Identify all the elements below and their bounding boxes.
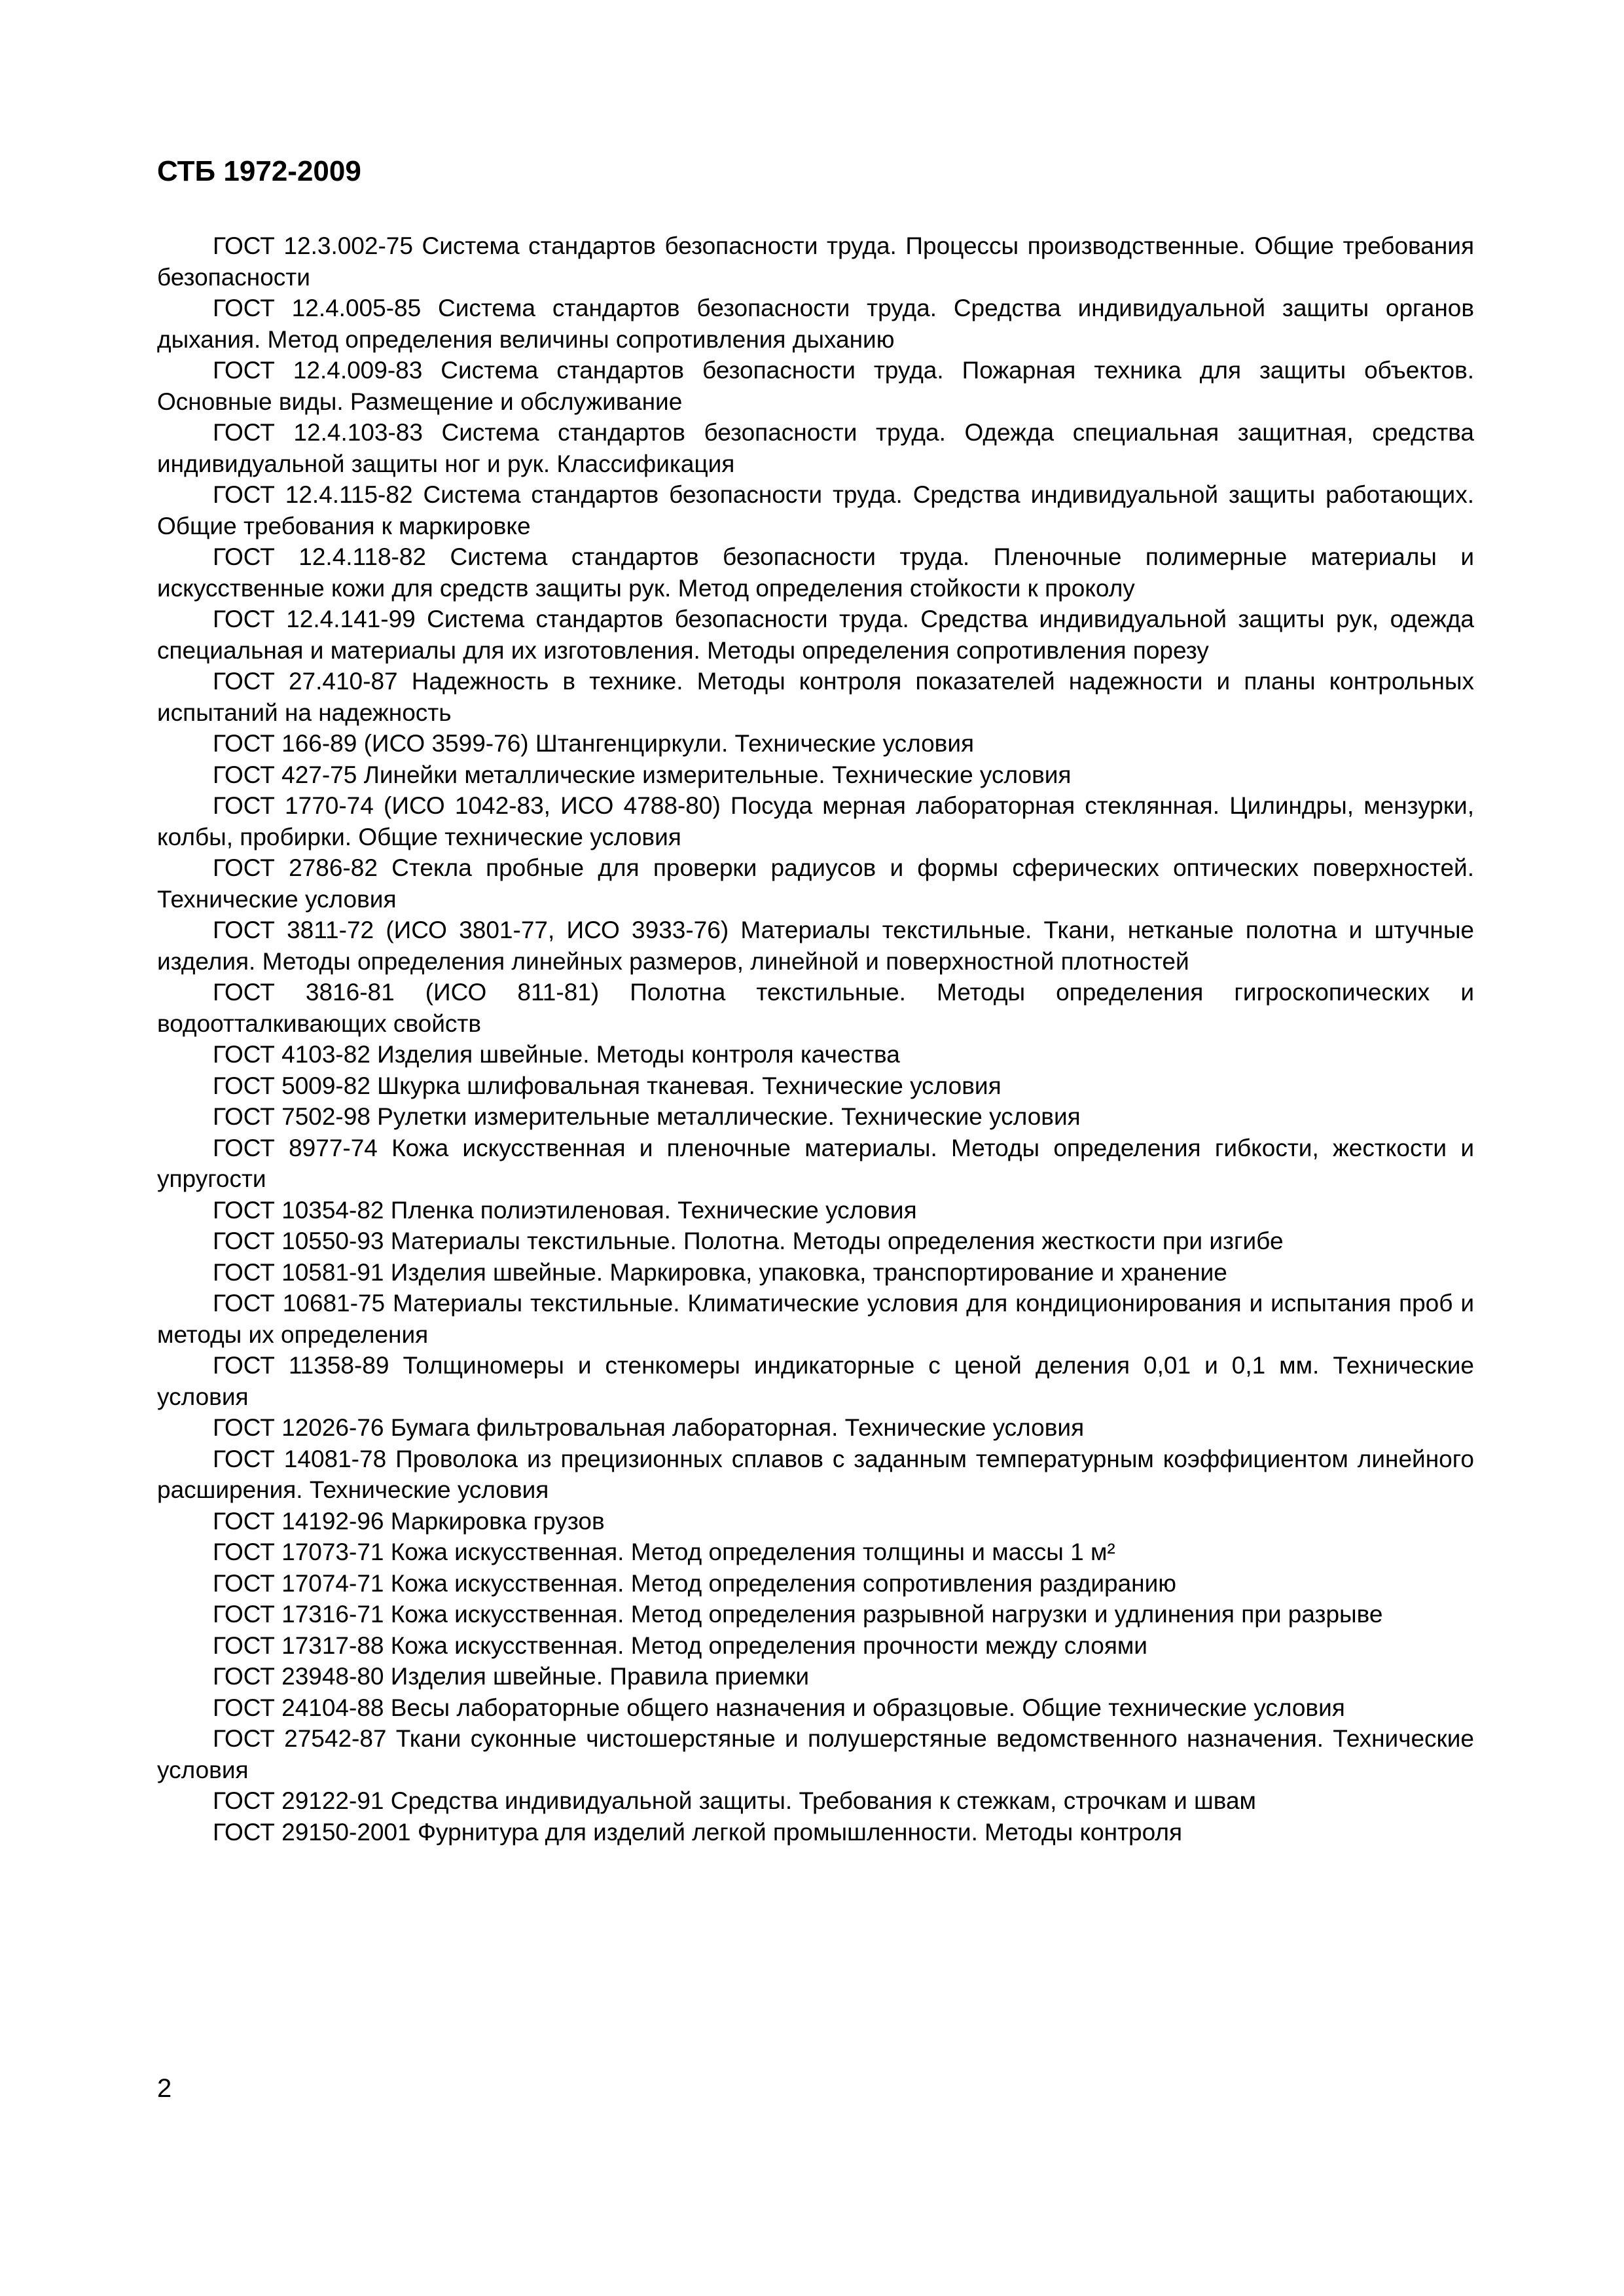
reference-item: ГОСТ 29150-2001 Фурнитура для изделий легкой промышленности. Методы контроля [213, 1818, 1182, 1846]
reference-item: ГОСТ 10354-82 Пленка полиэтиленовая. Технические условия [213, 1196, 917, 1224]
reference-item: ГОСТ 5009-82 Шкурка шлифовальная тканевая. Технические условия [213, 1072, 1001, 1099]
reference-item: ГОСТ 166-89 (ИСО 3599-76) Штангенциркули. Технические условия [213, 730, 975, 757]
document-id: СТБ 1972-2009 [157, 155, 361, 187]
reference-item: ГОСТ 23948-80 Изделия швейные. Правила приемки [213, 1663, 810, 1690]
reference-item: ГОСТ 24104-88 Весы лабораторные общего назначения и образцовые. Общие технические условия [213, 1694, 1345, 1721]
reference-item: ГОСТ 14081-78 Проволока из прецизионных сплавов с заданным температурным коэффициентом линейного расширения. Технические условия [157, 1445, 1474, 1503]
normative-references-list [157, 230, 1474, 1848]
reference-item: ГОСТ 3811-72 (ИСО 3801-77, ИСО 3933-76) Материалы текстильные. Ткани, нетканые полотна и штучные изделия. Методы определения линейных размеров, линейной и поверхностной плотностей [157, 917, 1474, 975]
reference-item: ГОСТ 4103-82 Изделия швейные. Методы контроля качества [213, 1041, 900, 1068]
reference-item: ГОСТ 3816-81 (ИСО 811-81) Полотна текстильные. Методы определения гигроскопических и водоотталкивающих свойств [157, 979, 1474, 1037]
reference-item: ГОСТ 12026-76 Бумага фильтровальная лабораторная. Технические условия [213, 1414, 1085, 1441]
document-header [157, 152, 361, 191]
reference-item: ГОСТ 27542-87 Ткани суконные чистошерстяные и полушерстяные ведомственного назначения. Технические условия [157, 1725, 1474, 1783]
reference-item: ГОСТ 12.3.002-75 Система стандартов безопасности труда. Процессы производственные. Общие требования безопасности [157, 232, 1474, 291]
reference-item: ГОСТ 10550-93 Материалы текстильные. Полотна. Методы определения жесткости при изгибе [213, 1228, 1284, 1254]
reference-item: ГОСТ 8977-74 Кожа искусственная и пленочные материалы. Методы определения гибкости, жесткости и упругости [157, 1134, 1474, 1192]
reference-item: ГОСТ 12.4.009-83 Система стандартов безопасности труда. Пожарная техника для защиты объектов. Основные виды. Размещение и обслуживание [157, 357, 1474, 415]
reference-item: ГОСТ 12.4.141-99 Система стандартов безопасности труда. Средства индивидуальной защиты рук, одежда специальная и материалы для их изготовления. Методы определения сопротивления порезу [157, 606, 1474, 664]
reference-item: ГОСТ 12.4.115-82 Система стандартов безопасности труда. Средства индивидуальной защиты работающих. Общие требования к маркировке [157, 481, 1474, 539]
reference-item: ГОСТ 12.4.103-83 Система стандартов безопасности труда. Одежда специальная защитная, средства индивидуальной защиты ног и рук. Классификация [157, 419, 1474, 477]
reference-item: ГОСТ 27.410-87 Надежность в технике. Методы контроля показателей надежности и планы контрольных испытаний на надежность [157, 668, 1474, 726]
reference-item: ГОСТ 12.4.005-85 Система стандартов безопасности труда. Средства индивидуальной защиты органов дыхания. Метод определения величины сопротивления дыханию [157, 295, 1474, 353]
reference-item: ГОСТ 14192-96 Маркировка грузов [213, 1507, 605, 1535]
reference-item: ГОСТ 2786-82 Стекла пробные для проверки радиусов и формы сферических оптических поверхностей. Технические условия [157, 854, 1474, 913]
reference-item: ГОСТ 10581-91 Изделия швейные. Маркировка, упаковка, транспортирование и хранение [213, 1258, 1227, 1286]
reference-item: ГОСТ 427-75 Линейки металлические измерительные. Технические условия [213, 761, 1072, 788]
reference-item: ГОСТ 7502-98 Рулетки измерительные металлические. Технические условия [213, 1103, 1081, 1130]
reference-item: ГОСТ 12.4.118-82 Система стандартов безопасности труда. Пленочные полимерные материалы и искусственные кожи для средств защиты рук. Метод определения стойкости к проколу [157, 543, 1474, 602]
reference-item: ГОСТ 29122-91 Средства индивидуальной защиты. Требования к стежкам, строчкам и швам [213, 1787, 1256, 1814]
page-number: 2 [157, 2074, 172, 2103]
reference-item: ГОСТ 17317-88 Кожа искусственная. Метод определения прочности между слоями [213, 1631, 1147, 1659]
reference-item: ГОСТ 10681-75 Материалы текстильные. Климатические условия для кондиционирования и испытания проб и методы их определения [157, 1290, 1474, 1348]
reference-item: ГОСТ 17073-71 Кожа искусственная. Метод определения толщины и массы 1 м² [213, 1539, 1115, 1565]
reference-item: ГОСТ 17316-71 Кожа искусственная. Метод определения разрывной нагрузки и удлинения при разрыве [213, 1601, 1383, 1628]
reference-item: ГОСТ 11358-89 Толщиномеры и стенкомеры индикаторные с ценой деления 0,01 и 0,1 мм. Технические условия [157, 1352, 1474, 1410]
reference-item: ГОСТ 1770-74 (ИСО 1042-83, ИСО 4788-80) Посуда мерная лабораторная стеклянная. Цилиндры, мензурки, колбы, пробирки. Общие технические условия [157, 792, 1474, 850]
reference-item: ГОСТ 17074-71 Кожа искусственная. Метод определения сопротивления раздиранию [213, 1569, 1176, 1597]
